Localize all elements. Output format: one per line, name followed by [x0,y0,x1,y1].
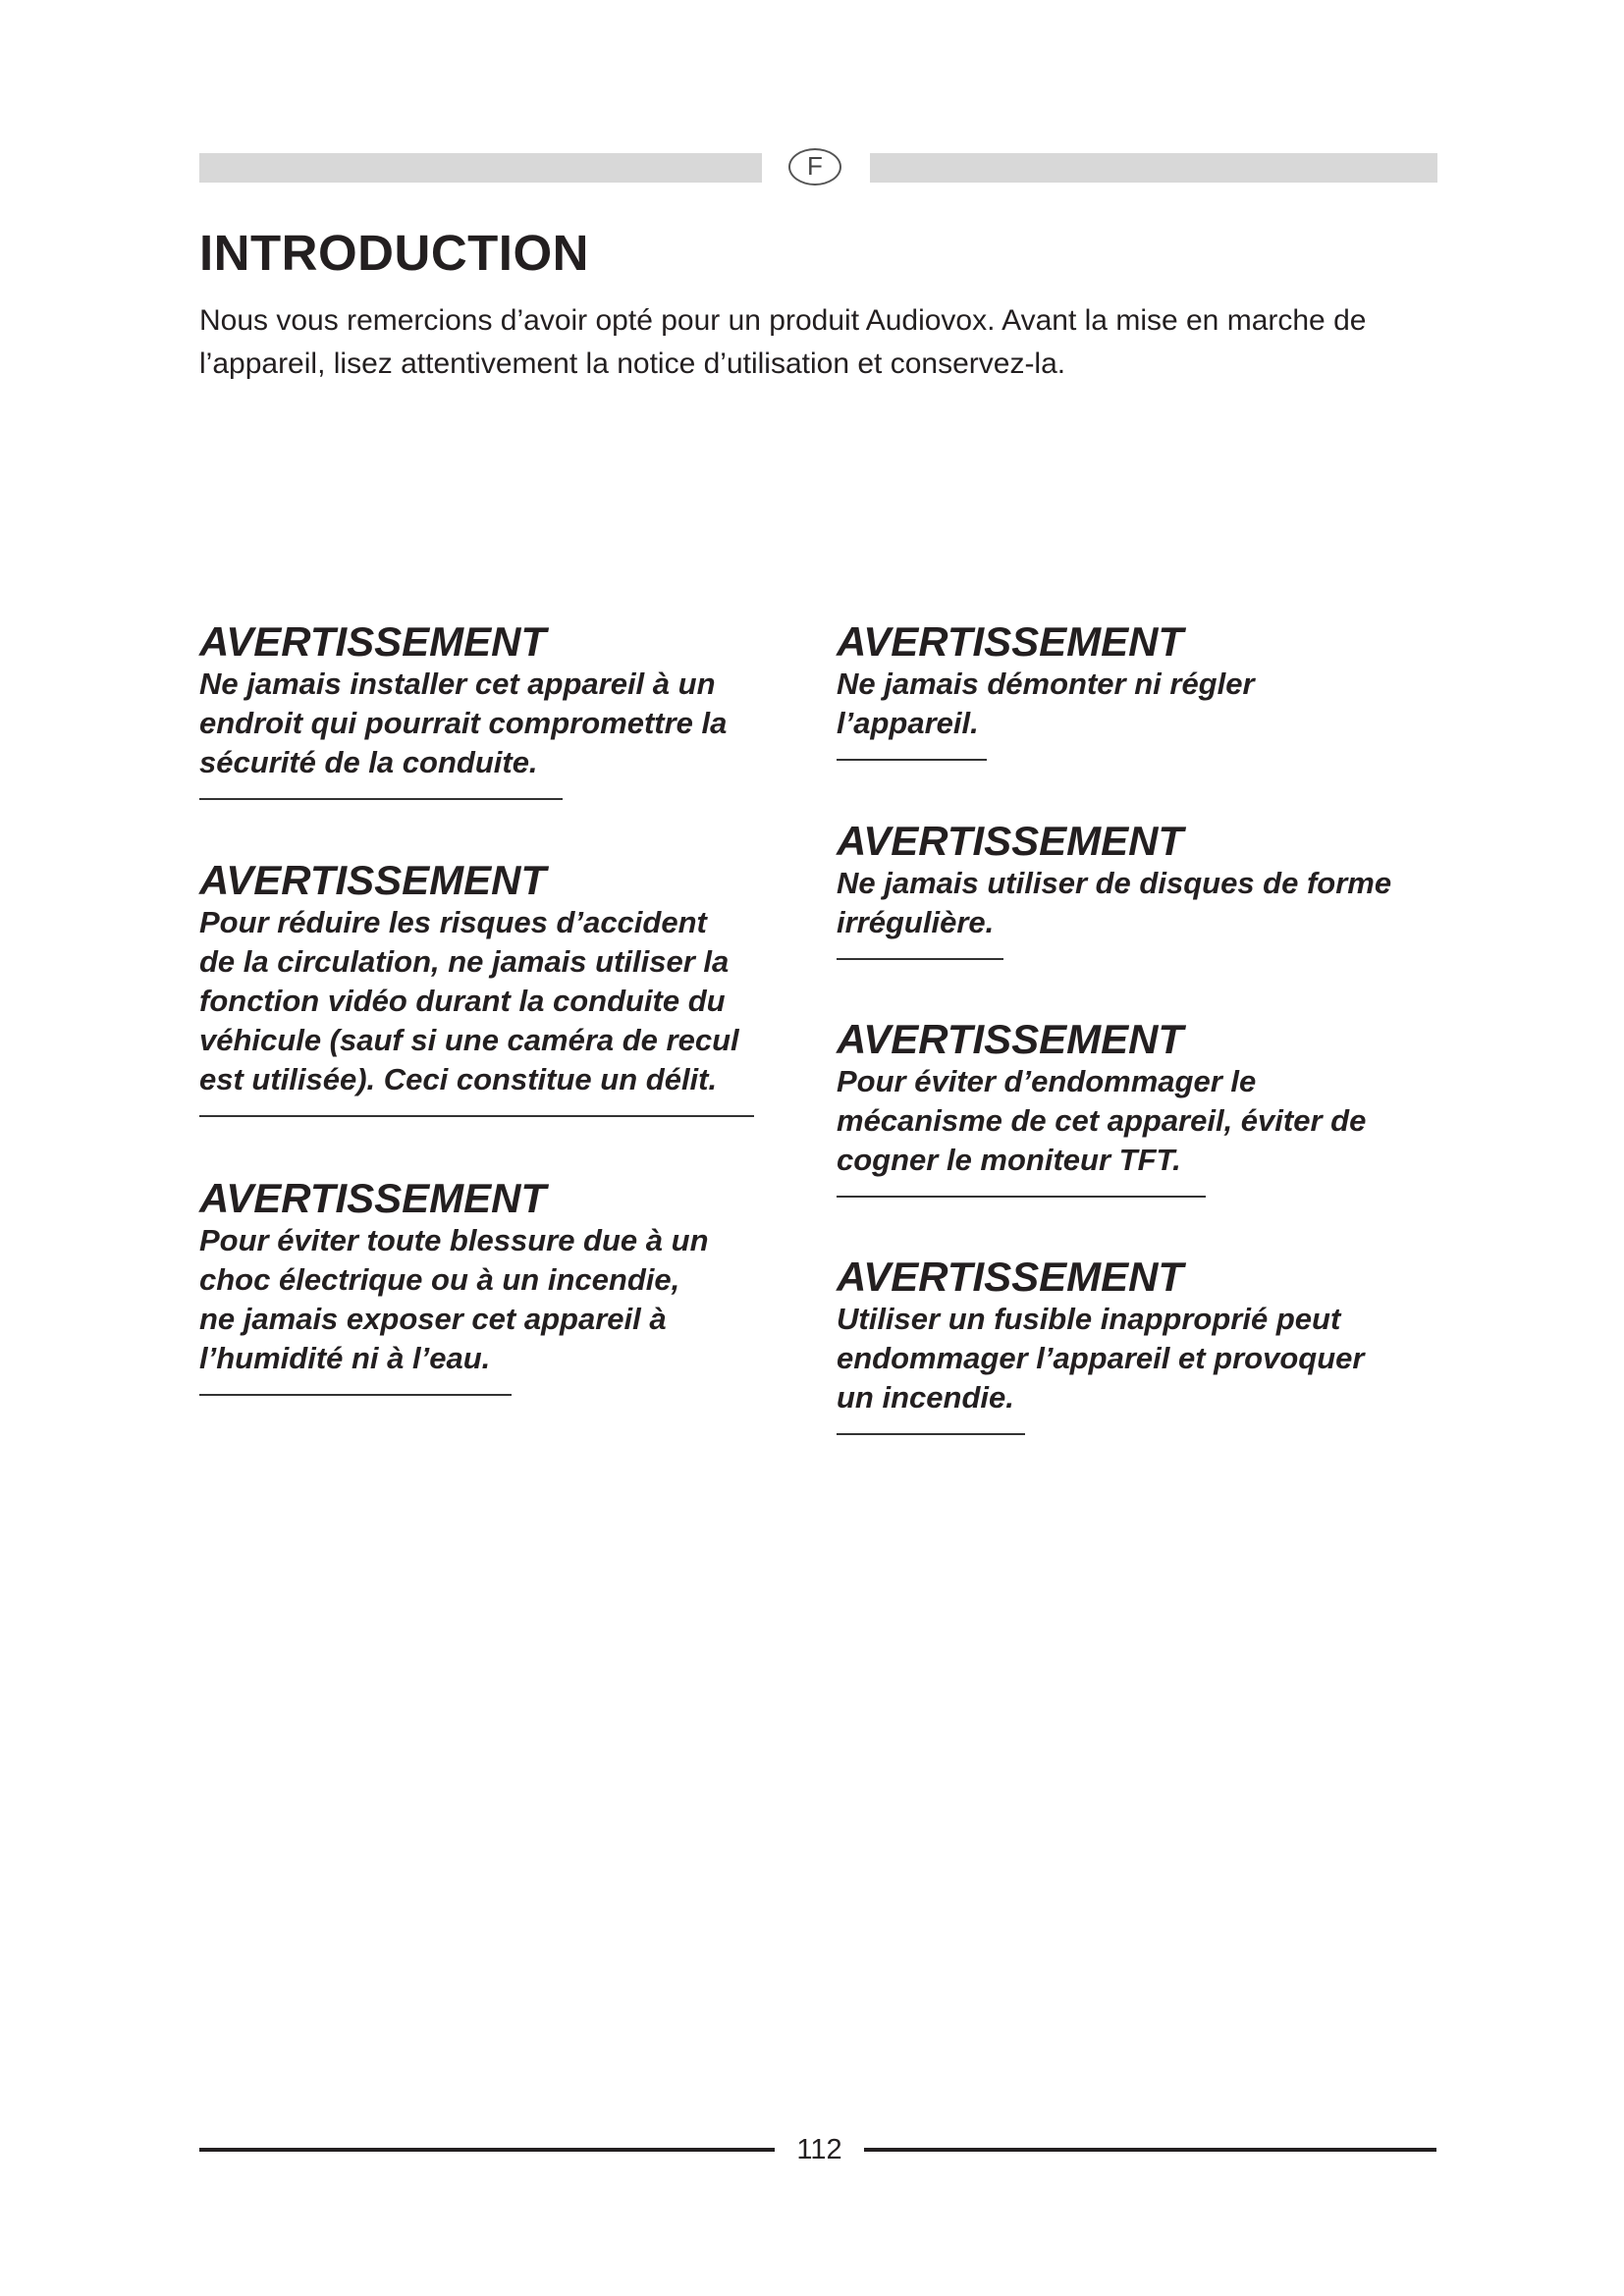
warning-line: est utilisée). Ceci constitue un délit. [199,1062,718,1096]
warning-line: l’humidité ni à l’eau. [199,1341,491,1375]
intro-paragraph: Nous vous remercions d’avoir opté pour un produit Audiovox. Avant la mise en marche de l’appareil, lisez attentivement la notice d’utilisation et conservez-la. [199,304,1367,380]
header-bar-left [199,153,762,183]
header-band [199,153,1437,183]
warning-line: sécurité de la conduite. [199,745,538,779]
warning-heading: AVERTISSEMENT [837,618,1184,665]
warning-line: Ne jamais installer cet appareil à un [199,667,716,701]
warning-divider [199,1115,754,1117]
warning-line: endroit qui pourrait compromettre la [199,706,728,740]
warning-line: fonction vidéo durant la conduite du [199,984,726,1018]
warning-line: Ne jamais démonter ni régler [837,667,1255,701]
language-badge: F [788,148,841,186]
warning-line: choc électrique ou à un incendie, [199,1262,680,1297]
warning-block [199,858,754,1117]
warning-line: Pour éviter toute blessure due à un [199,1223,709,1257]
warning-line: ne jamais exposer cet appareil à [199,1302,667,1336]
warning-heading: AVERTISSEMENT [199,1175,547,1221]
warning-line: Ne jamais utiliser de disques de forme [837,866,1392,900]
page-number: 112 [796,2134,842,2165]
warning-heading: AVERTISSEMENT [837,1016,1184,1062]
warning-block [837,1255,1364,1435]
warning-line: irrégulière. [837,905,995,939]
warning-line: cogner le moniteur TFT. [837,1143,1181,1177]
header-bar-right [870,153,1437,183]
warning-heading: AVERTISSEMENT [837,1254,1184,1300]
warning-divider [837,1196,1206,1198]
warning-line: endommager l’appareil et provoquer [837,1341,1365,1375]
footer-rule-right [864,2148,1436,2152]
warning-line: un incendie. [837,1380,1014,1415]
warning-block [837,819,1391,960]
warning-line: Utiliser un fusible inapproprié peut [837,1302,1341,1336]
warning-line: l’appareil. [837,706,979,740]
warning-block [837,619,1255,761]
warning-line: de la circulation, ne jamais utiliser la [199,944,730,979]
warning-divider [837,1433,1025,1435]
footer-rule-left [199,2148,775,2152]
warning-divider [199,798,563,800]
warning-heading: AVERTISSEMENT [199,857,547,903]
warning-block [199,1176,709,1396]
warning-line: véhicule (sauf si une caméra de recul [199,1023,739,1057]
warning-divider [837,958,1003,960]
page-title: INTRODUCTION [199,225,589,281]
warning-line: Pour éviter d’endommager le [837,1064,1257,1098]
warning-divider [199,1394,512,1396]
warning-line: Pour réduire les risques d’accident [199,905,707,939]
warning-divider [837,759,987,761]
warning-heading: AVERTISSEMENT [837,818,1184,864]
warning-block [837,1017,1366,1198]
warning-block [199,619,727,800]
warning-line: mécanisme de cet appareil, éviter de [837,1103,1367,1138]
warning-heading: AVERTISSEMENT [199,618,547,665]
